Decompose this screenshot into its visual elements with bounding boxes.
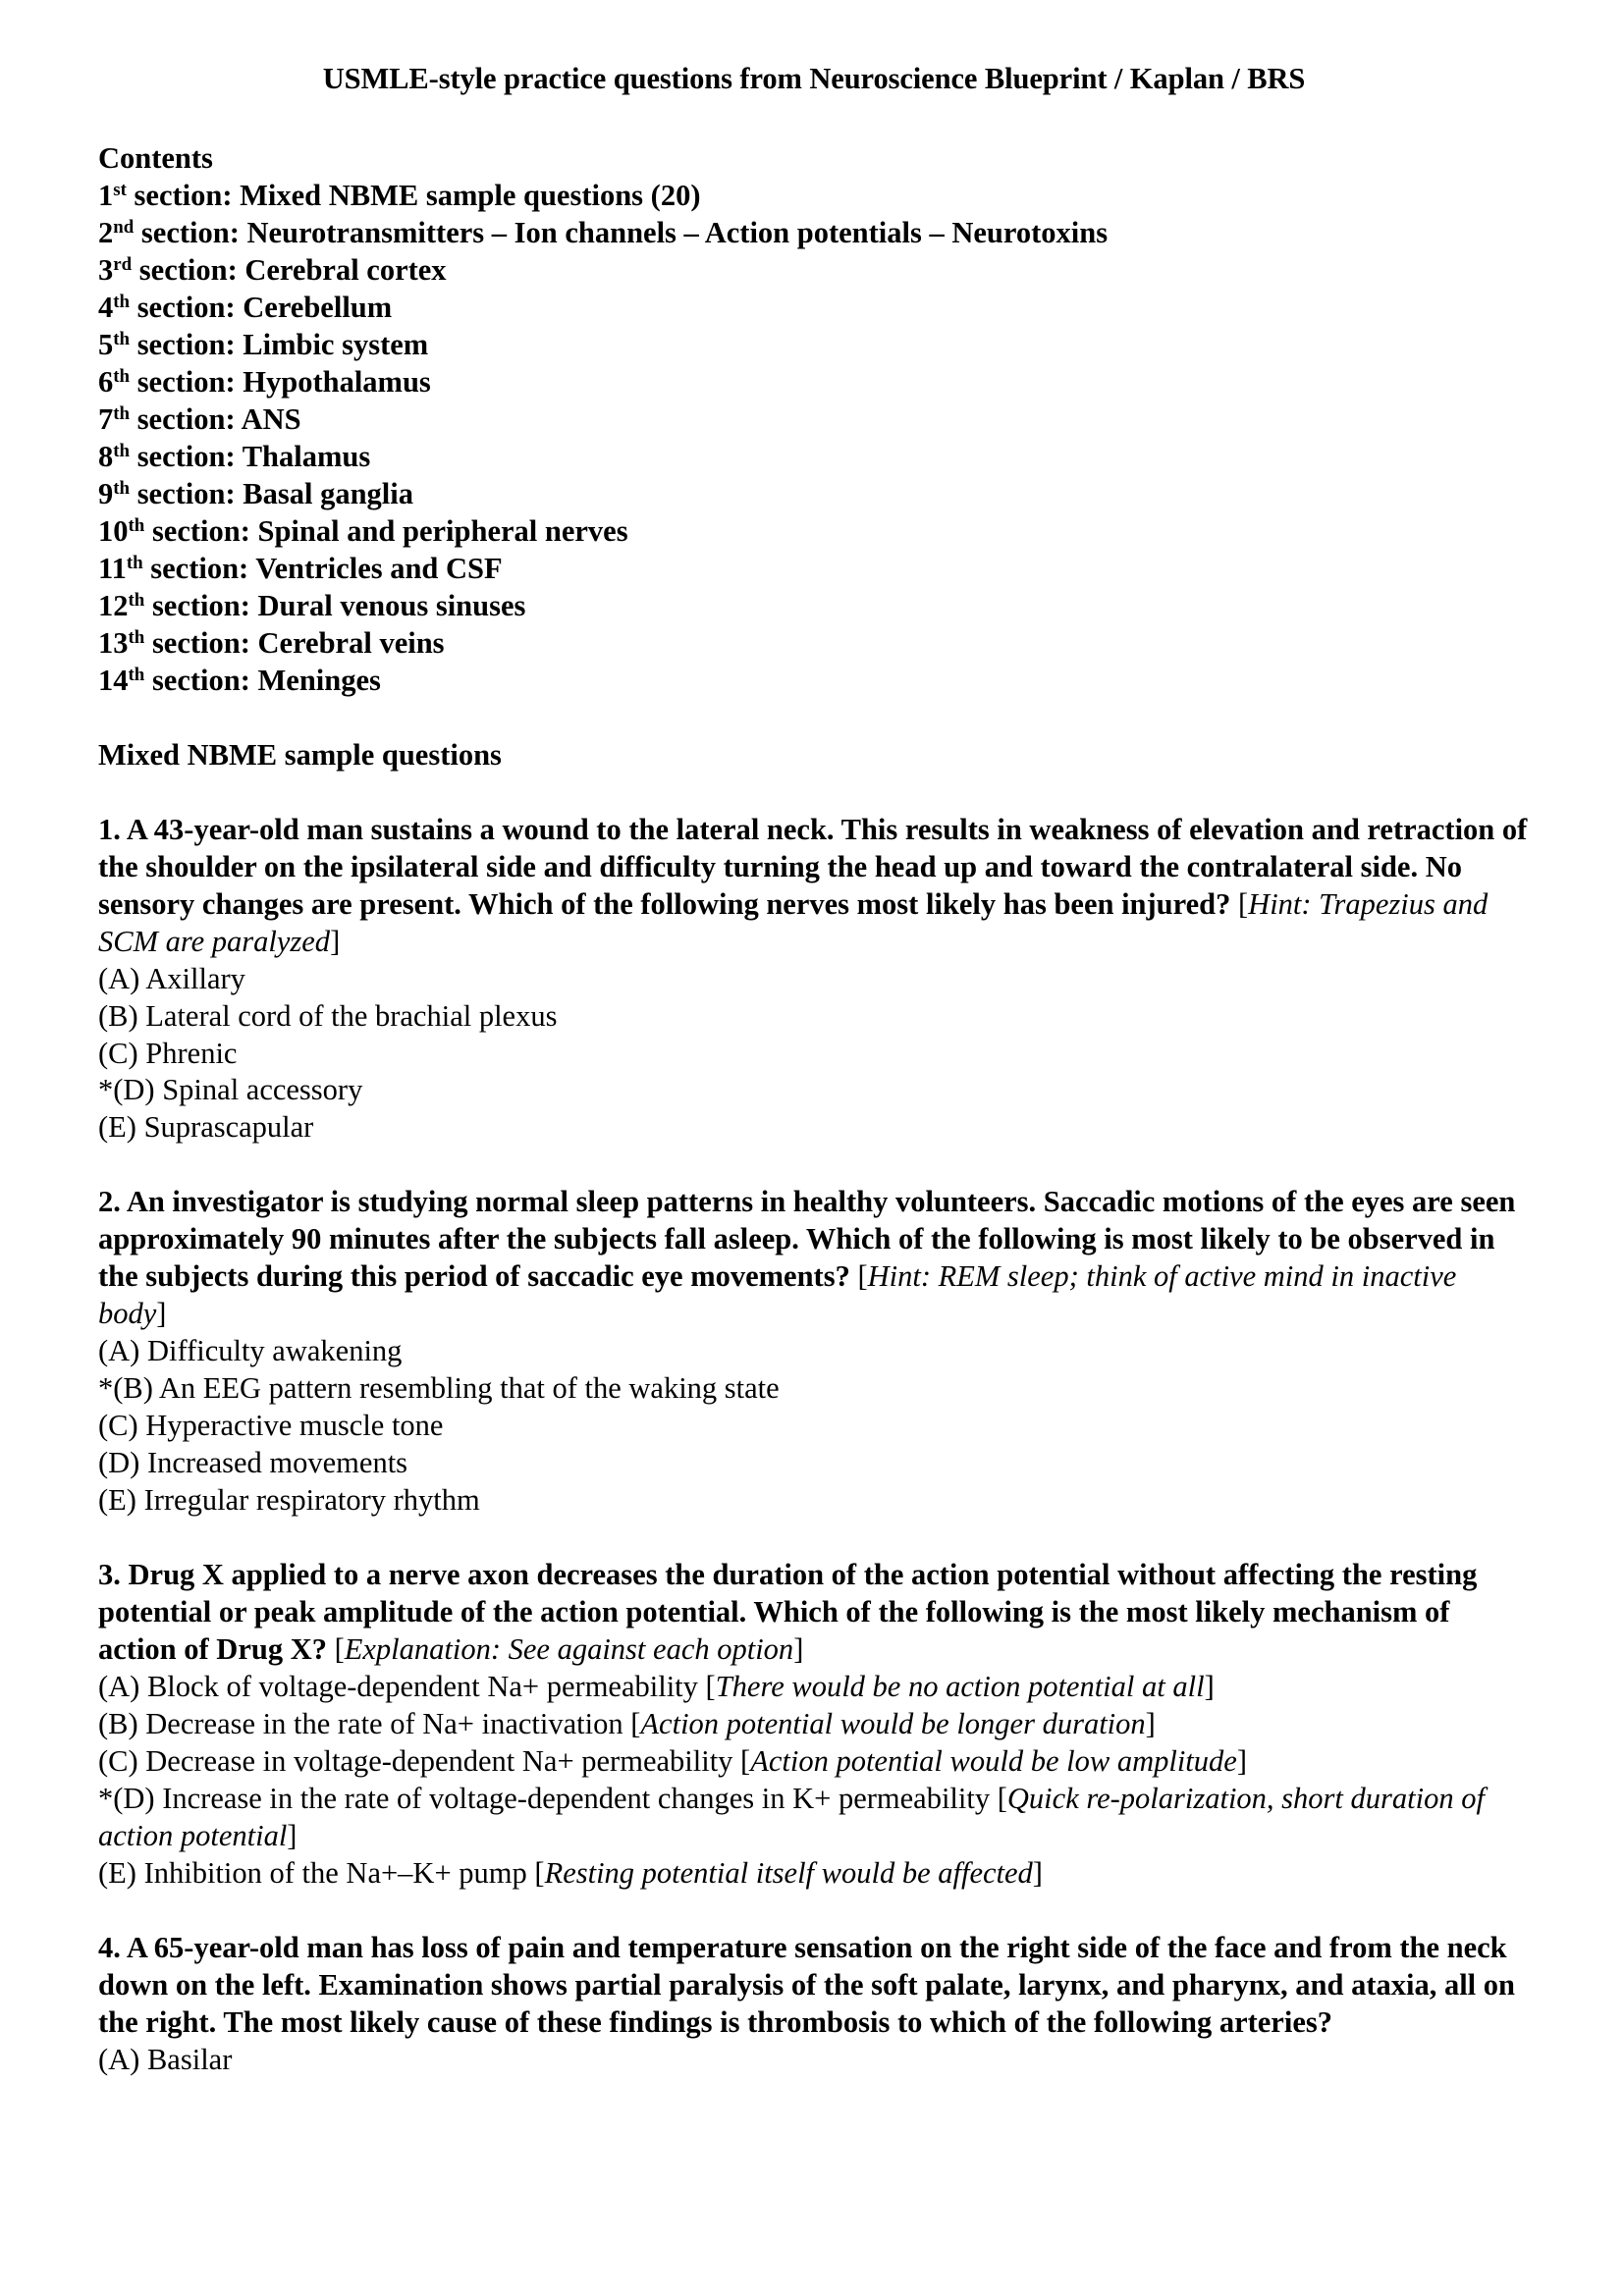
question-block xyxy=(98,1930,1530,2079)
question-stem-text: 4. A 65-year-old man has loss of pain and temperature sensation on the right side of the face and from the neck down on the left. Examination shows partial paralysis of the soft palate, larynx, and pharynx, and ataxia, all on the right. The most likely cause of these findings is thrombosis to which of the following arteries? xyxy=(98,1930,1515,2039)
toc-item-label: section: Hypothalamus xyxy=(130,365,431,400)
hint-space xyxy=(1230,887,1238,921)
explanation-close-bracket: ] xyxy=(1032,1855,1043,1890)
question-option-label: *(D) Increase in the rate of voltage-dependent changes in K+ permeability xyxy=(98,1781,998,1815)
question-stem-text: 1. A 43-year-old man sustains a wound to the lateral neck. This results in weakness of elevation and retraction of the shoulder on the ipsilateral side and difficulty turning the head up and toward the contralateral side. No sensory changes are present. Which of the following nerves most likely has been injured? xyxy=(98,812,1528,921)
toc-item-label: section: Dural venous sinuses xyxy=(144,588,526,622)
explanation-close-bracket: ] xyxy=(287,1818,298,1852)
question-option-label: (A) Basilar xyxy=(98,2042,233,2076)
contents-heading: Contents xyxy=(98,141,213,176)
toc-item xyxy=(98,625,1530,663)
question-option-label: (B) Lateral cord of the brachial plexus xyxy=(98,998,558,1033)
toc-item-label: section: Cerebral veins xyxy=(144,625,445,660)
toc-item xyxy=(98,364,1530,401)
explanation-open-bracket: [ xyxy=(705,1670,716,1704)
question-stem xyxy=(98,812,1530,961)
toc-item-label: section: Basal ganglia xyxy=(130,476,413,510)
question-option-explanation: Action potential would be longer duration xyxy=(640,1707,1146,1741)
toc-item-label: section: Cerebellum xyxy=(130,291,393,325)
toc-item xyxy=(98,663,1530,700)
toc-item-ordinal-suffix: th xyxy=(113,366,131,388)
question-hint: Explanation: See against each option xyxy=(344,1632,794,1667)
question-option-label: (C) Hyperactive muscle tone xyxy=(98,1409,444,1443)
toc-item xyxy=(98,252,1530,290)
toc-item-ordinal-suffix: th xyxy=(128,515,145,537)
explanation-close-bracket: ] xyxy=(1236,1743,1247,1778)
question-stem-text: 3. Drug X applied to a nerve axon decreases the duration of the action potential without affecting the resting potential or peak amplitude of the action potential. Which of the following is the most likely mechanism of action of Drug X? xyxy=(98,1558,1478,1667)
toc-item-number: 10 xyxy=(98,513,129,548)
toc-item-ordinal-suffix: th xyxy=(113,478,131,500)
toc-item-ordinal-suffix: th xyxy=(113,441,131,462)
spacer xyxy=(98,700,1530,737)
question-block xyxy=(98,812,1530,1148)
question-option-label: *(D) Spinal accessory xyxy=(98,1073,363,1107)
question-option-label: (E) Irregular respiratory rhythm xyxy=(98,1483,480,1518)
toc-item xyxy=(98,439,1530,476)
question-stem xyxy=(98,1184,1530,1333)
toc-item xyxy=(98,290,1530,327)
question-option-label: (A) Difficulty awakening xyxy=(98,1334,403,1368)
question-option[interactable] xyxy=(98,1781,1530,1855)
toc-item-label: section: Cerebral cortex xyxy=(132,253,447,288)
toc-item-ordinal-suffix: th xyxy=(126,553,143,574)
hint-close-bracket: ] xyxy=(330,924,341,958)
question-option[interactable] xyxy=(98,1072,1530,1109)
question-stem-text: 2. An investigator is studying normal sleep patterns in healthy volunteers. Saccadic motions of the eyes are seen approximately 90 minutes after the subjects fall asleep. Which of the following is most likely to be observed in the subjects during this period of saccadic eye movements? xyxy=(98,1185,1516,1294)
question-stem xyxy=(98,1557,1530,1669)
toc-item xyxy=(98,327,1530,364)
question-option-label: (B) Decrease in the rate of Na+ inactivation xyxy=(98,1707,631,1741)
toc-item-ordinal-suffix: th xyxy=(113,329,131,350)
question-option[interactable] xyxy=(98,1036,1530,1073)
toc-item-number: 3 xyxy=(98,253,114,288)
toc-item-label: section: ANS xyxy=(130,401,301,436)
question-option[interactable] xyxy=(98,1743,1530,1781)
spacer xyxy=(98,1147,1530,1184)
questions-list xyxy=(98,774,1530,2079)
toc-item-number: 4 xyxy=(98,291,114,325)
toc-item-ordinal-suffix: th xyxy=(128,664,145,685)
question-option[interactable] xyxy=(98,1706,1530,1743)
question-option[interactable] xyxy=(98,1333,1530,1370)
toc-item-ordinal-suffix: st xyxy=(113,180,127,201)
toc-item-label: section: Neurotransmitters – Ion channels – Action potentials – Neurotoxins xyxy=(134,216,1109,250)
toc-item xyxy=(98,401,1530,439)
question-option-explanation: Quick re-polarization, short duration of action potential xyxy=(98,1781,1485,1852)
question-option-explanation: Resting potential itself would be affected xyxy=(544,1855,1033,1890)
question-option-label: (E) Inhibition of the Na+–K+ pump xyxy=(98,1855,535,1890)
toc-item xyxy=(98,551,1530,588)
toc-item-label: section: Spinal and peripheral nerves xyxy=(144,513,628,548)
question-option-label: (A) Axillary xyxy=(98,961,245,995)
toc-item-label: section: Meninges xyxy=(144,663,381,697)
toc-item-ordinal-suffix: th xyxy=(113,292,131,313)
question-option[interactable] xyxy=(98,1445,1530,1482)
page-title: USMLE-style practice questions from Neuroscience Blueprint / Kaplan / BRS xyxy=(322,62,1306,95)
toc-item-ordinal-suffix: th xyxy=(128,590,145,611)
question-option-label: (D) Increased movements xyxy=(98,1446,408,1480)
table-of-contents xyxy=(98,140,1530,700)
hint-close-bracket: ] xyxy=(793,1632,804,1667)
question-stem xyxy=(98,1930,1530,2042)
question-hint: Hint: REM sleep; think of active mind in inactive body xyxy=(98,1259,1457,1331)
toc-item-label: section: Ventricles and CSF xyxy=(142,551,503,585)
spacer xyxy=(98,774,1530,812)
toc-item-ordinal-suffix: rd xyxy=(113,254,133,276)
explanation-open-bracket: [ xyxy=(630,1707,641,1741)
toc-item-number: 13 xyxy=(98,625,129,660)
explanation-open-bracket: [ xyxy=(740,1743,751,1778)
toc-item-number: 9 xyxy=(98,476,114,510)
toc-item xyxy=(98,178,1530,215)
question-option-explanation: There would be no action potential at all xyxy=(715,1670,1205,1704)
question-option-label: (E) Suprascapular xyxy=(98,1110,314,1145)
question-hint: Hint: Trapezius and SCM are paralyzed xyxy=(98,886,1489,958)
question-option-label: (C) Phrenic xyxy=(98,1036,238,1070)
question-option[interactable] xyxy=(98,1482,1530,1520)
question-block xyxy=(98,1557,1530,1893)
toc-item-number: 1 xyxy=(98,179,114,213)
question-option-explanation: Action potential would be low amplitude xyxy=(750,1743,1237,1778)
question-option-label: *(B) An EEG pattern resembling that of the waking state xyxy=(98,1371,780,1406)
toc-item-number: 8 xyxy=(98,439,114,473)
toc-item-number: 12 xyxy=(98,588,129,622)
toc-item-label: section: Limbic system xyxy=(130,328,429,362)
toc-item xyxy=(98,588,1530,625)
toc-item-number: 2 xyxy=(98,216,114,250)
toc-item-label: section: Mixed NBME sample questions (20) xyxy=(126,179,701,213)
spacer xyxy=(98,1520,1530,1557)
hint-open-bracket: [ xyxy=(334,1632,345,1667)
question-option[interactable] xyxy=(98,998,1530,1036)
toc-item-ordinal-suffix: th xyxy=(113,403,131,425)
question-option-label: (A) Block of voltage-dependent Na+ permeability xyxy=(98,1670,706,1704)
explanation-open-bracket: [ xyxy=(534,1855,545,1890)
hint-space xyxy=(327,1632,335,1666)
question-block xyxy=(98,1184,1530,1520)
question-option[interactable] xyxy=(98,2042,1530,2079)
question-option[interactable] xyxy=(98,1669,1530,1706)
toc-item-label: section: Thalamus xyxy=(130,439,371,473)
hint-close-bracket: ] xyxy=(156,1297,167,1331)
toc-item-ordinal-suffix: nd xyxy=(113,217,135,239)
toc-item-number: 11 xyxy=(98,551,127,585)
toc-item-number: 5 xyxy=(98,328,114,362)
question-option[interactable] xyxy=(98,1370,1530,1408)
toc-item xyxy=(98,476,1530,513)
question-option-label: (C) Decrease in voltage-dependent Na+ permeability xyxy=(98,1743,741,1778)
question-option[interactable] xyxy=(98,961,1530,998)
explanation-close-bracket: ] xyxy=(1145,1707,1156,1741)
spacer xyxy=(98,1893,1530,1930)
toc-item-number: 6 xyxy=(98,365,114,400)
toc-item xyxy=(98,215,1530,252)
hint-open-bracket: [ xyxy=(857,1259,868,1294)
question-option[interactable] xyxy=(98,1408,1530,1445)
explanation-open-bracket: [ xyxy=(997,1781,1007,1815)
toc-item-number: 14 xyxy=(98,663,129,697)
hint-open-bracket: [ xyxy=(1238,886,1249,921)
toc-item-ordinal-suffix: th xyxy=(128,626,145,648)
question-option[interactable] xyxy=(98,1109,1530,1147)
explanation-close-bracket: ] xyxy=(1204,1670,1215,1704)
toc-list xyxy=(98,178,1530,700)
section-heading-mixed-nbme: Mixed NBME sample questions xyxy=(98,737,502,772)
toc-item-number: 7 xyxy=(98,401,114,436)
toc-item xyxy=(98,513,1530,551)
question-option[interactable] xyxy=(98,1855,1530,1893)
